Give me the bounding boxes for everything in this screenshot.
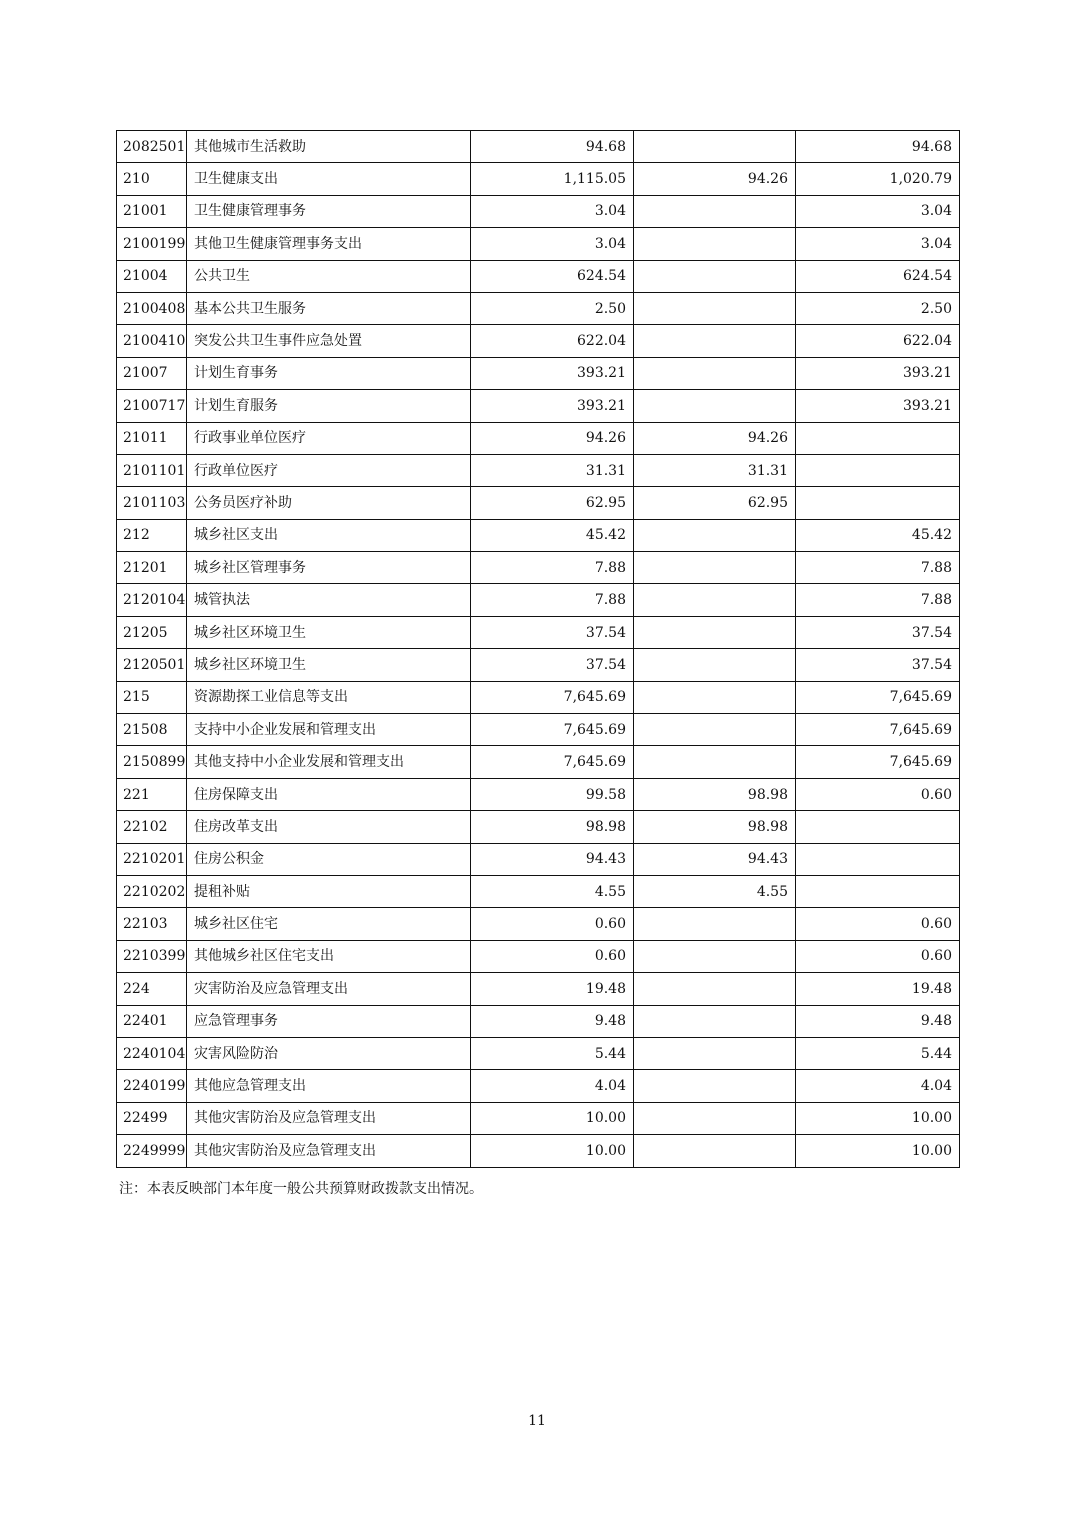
cell-total: 393.21: [471, 357, 634, 389]
cell-basic: 98.98: [634, 778, 796, 810]
cell-name: 公共卫生: [187, 260, 471, 292]
cell-name: 计划生育服务: [187, 390, 471, 422]
cell-basic: [634, 390, 796, 422]
table-row: [117, 714, 960, 746]
cell-name: 其他灾害防治及应急管理支出: [187, 1135, 471, 1167]
table-row: [117, 940, 960, 972]
table-row: [117, 681, 960, 713]
table-row: [117, 746, 960, 778]
cell-basic: [634, 714, 796, 746]
cell-total: 94.26: [471, 422, 634, 454]
table-row: [117, 908, 960, 940]
cell-name: 公务员医疗补助: [187, 487, 471, 519]
cell-basic: [634, 1037, 796, 1069]
cell-basic: [634, 681, 796, 713]
cell-total: 5.44: [471, 1037, 634, 1069]
cell-total: 4.04: [471, 1070, 634, 1102]
cell-basic: [634, 616, 796, 648]
cell-project: 7.88: [796, 584, 960, 616]
cell-project: 7,645.69: [796, 746, 960, 778]
cell-basic: [634, 260, 796, 292]
cell-basic: 4.55: [634, 875, 796, 907]
cell-basic: [634, 1102, 796, 1134]
table-row: [117, 228, 960, 260]
cell-code: 22401: [117, 1005, 187, 1037]
table-row: [117, 811, 960, 843]
cell-name: 城乡社区住宅: [187, 908, 471, 940]
cell-name: 计划生育事务: [187, 357, 471, 389]
cell-code: 21011: [117, 422, 187, 454]
cell-code: 2100199: [117, 228, 187, 260]
cell-name: 基本公共卫生服务: [187, 292, 471, 324]
cell-name: 灾害风险防治: [187, 1037, 471, 1069]
cell-basic: [634, 228, 796, 260]
cell-code: 2100717: [117, 390, 187, 422]
cell-total: 62.95: [471, 487, 634, 519]
cell-name: 行政事业单位医疗: [187, 422, 471, 454]
cell-basic: [634, 552, 796, 584]
cell-name: 其他应急管理支出: [187, 1070, 471, 1102]
cell-code: 21001: [117, 195, 187, 227]
cell-code: 212: [117, 519, 187, 551]
table-footnote: 注：本表反映部门本年度一般公共预算财政拨款支出情况。: [119, 1181, 483, 1197]
cell-code: 2240199: [117, 1070, 187, 1102]
cell-basic: 94.26: [634, 163, 796, 195]
cell-total: 7,645.69: [471, 746, 634, 778]
cell-name: 城乡社区管理事务: [187, 552, 471, 584]
cell-project: 393.21: [796, 390, 960, 422]
cell-code: 2101101: [117, 454, 187, 486]
table-row: [117, 1102, 960, 1134]
cell-code: 21201: [117, 552, 187, 584]
cell-project: 10.00: [796, 1102, 960, 1134]
cell-code: 22103: [117, 908, 187, 940]
cell-basic: [634, 584, 796, 616]
cell-project: 622.04: [796, 325, 960, 357]
cell-name: 支持中小企业发展和管理支出: [187, 714, 471, 746]
cell-project: 4.04: [796, 1070, 960, 1102]
cell-basic: 62.95: [634, 487, 796, 519]
cell-code: 2082501: [117, 131, 187, 163]
table-row: [117, 973, 960, 1005]
table-row: [117, 1005, 960, 1037]
cell-total: 393.21: [471, 390, 634, 422]
cell-name: 卫生健康管理事务: [187, 195, 471, 227]
cell-code: 22499: [117, 1102, 187, 1134]
cell-name: 其他城乡社区住宅支出: [187, 940, 471, 972]
cell-project: 3.04: [796, 228, 960, 260]
cell-total: 19.48: [471, 973, 634, 1005]
cell-project: [796, 454, 960, 486]
cell-total: 99.58: [471, 778, 634, 810]
cell-total: 98.98: [471, 811, 634, 843]
table-row: [117, 390, 960, 422]
cell-total: 2.50: [471, 292, 634, 324]
cell-code: 21007: [117, 357, 187, 389]
cell-total: 0.60: [471, 940, 634, 972]
cell-code: 215: [117, 681, 187, 713]
cell-code: 210: [117, 163, 187, 195]
cell-project: 624.54: [796, 260, 960, 292]
table-row: [117, 778, 960, 810]
cell-total: 9.48: [471, 1005, 634, 1037]
cell-total: 37.54: [471, 616, 634, 648]
cell-total: 7,645.69: [471, 714, 634, 746]
cell-total: 10.00: [471, 1135, 634, 1167]
cell-basic: [634, 519, 796, 551]
cell-name: 其他支持中小企业发展和管理支出: [187, 746, 471, 778]
cell-name: 住房改革支出: [187, 811, 471, 843]
cell-code: 2120104: [117, 584, 187, 616]
cell-code: 21004: [117, 260, 187, 292]
cell-project: 37.54: [796, 649, 960, 681]
budget-table: [116, 130, 960, 1168]
cell-project: 7.88: [796, 552, 960, 584]
cell-project: [796, 811, 960, 843]
cell-basic: [634, 908, 796, 940]
cell-basic: 98.98: [634, 811, 796, 843]
cell-code: 224: [117, 973, 187, 1005]
table-row: [117, 1037, 960, 1069]
cell-total: 3.04: [471, 195, 634, 227]
cell-project: 5.44: [796, 1037, 960, 1069]
table-row: [117, 843, 960, 875]
cell-project: 0.60: [796, 908, 960, 940]
cell-code: 2210201: [117, 843, 187, 875]
table-row: [117, 487, 960, 519]
cell-project: 0.60: [796, 778, 960, 810]
cell-project: 2.50: [796, 292, 960, 324]
cell-code: 21205: [117, 616, 187, 648]
cell-name: 行政单位医疗: [187, 454, 471, 486]
cell-total: 7.88: [471, 552, 634, 584]
cell-basic: [634, 292, 796, 324]
cell-basic: [634, 973, 796, 1005]
cell-name: 住房公积金: [187, 843, 471, 875]
cell-code: 2210202: [117, 875, 187, 907]
cell-project: 9.48: [796, 1005, 960, 1037]
table-row: [117, 260, 960, 292]
cell-total: 45.42: [471, 519, 634, 551]
table-row: [117, 552, 960, 584]
cell-project: 1,020.79: [796, 163, 960, 195]
cell-basic: 94.26: [634, 422, 796, 454]
table-row: [117, 357, 960, 389]
cell-total: 1,115.05: [471, 163, 634, 195]
cell-total: 0.60: [471, 908, 634, 940]
cell-code: 2101103: [117, 487, 187, 519]
cell-basic: [634, 940, 796, 972]
table-row: [117, 584, 960, 616]
cell-name: 城管执法: [187, 584, 471, 616]
cell-code: 22102: [117, 811, 187, 843]
cell-name: 灾害防治及应急管理支出: [187, 973, 471, 1005]
cell-code: 2100410: [117, 325, 187, 357]
cell-basic: 94.43: [634, 843, 796, 875]
table-row: [117, 875, 960, 907]
table-row: [117, 131, 960, 163]
cell-total: 10.00: [471, 1102, 634, 1134]
cell-total: 37.54: [471, 649, 634, 681]
table-row: [117, 163, 960, 195]
cell-total: 622.04: [471, 325, 634, 357]
table-row: [117, 325, 960, 357]
cell-name: 突发公共卫生事件应急处置: [187, 325, 471, 357]
cell-project: 393.21: [796, 357, 960, 389]
cell-basic: [634, 131, 796, 163]
table-row: [117, 1070, 960, 1102]
cell-project: [796, 843, 960, 875]
cell-name: 其他灾害防治及应急管理支出: [187, 1102, 471, 1134]
cell-name: 城乡社区支出: [187, 519, 471, 551]
cell-basic: 31.31: [634, 454, 796, 486]
cell-project: 19.48: [796, 973, 960, 1005]
table-row: [117, 616, 960, 648]
cell-name: 提租补贴: [187, 875, 471, 907]
cell-project: 37.54: [796, 616, 960, 648]
table-row: [117, 649, 960, 681]
cell-total: 94.68: [471, 131, 634, 163]
cell-project: 3.04: [796, 195, 960, 227]
cell-basic: [634, 1070, 796, 1102]
table-row: [117, 195, 960, 227]
table-row: [117, 1135, 960, 1167]
cell-code: 2210399: [117, 940, 187, 972]
cell-project: [796, 875, 960, 907]
cell-name: 资源勘探工业信息等支出: [187, 681, 471, 713]
cell-name: 应急管理事务: [187, 1005, 471, 1037]
cell-name: 其他城市生活救助: [187, 131, 471, 163]
cell-name: 城乡社区环境卫生: [187, 616, 471, 648]
cell-project: 10.00: [796, 1135, 960, 1167]
table-row: [117, 422, 960, 454]
cell-project: 45.42: [796, 519, 960, 551]
cell-project: 94.68: [796, 131, 960, 163]
cell-name: 城乡社区环境卫生: [187, 649, 471, 681]
cell-name: 其他卫生健康管理事务支出: [187, 228, 471, 260]
page-number: 11: [528, 1413, 546, 1429]
cell-code: 2240104: [117, 1037, 187, 1069]
budget-table-body: [117, 131, 960, 1168]
cell-total: 94.43: [471, 843, 634, 875]
cell-code: 21508: [117, 714, 187, 746]
cell-code: 2120501: [117, 649, 187, 681]
cell-basic: [634, 1135, 796, 1167]
cell-code: 2100408: [117, 292, 187, 324]
cell-code: 221: [117, 778, 187, 810]
cell-project: [796, 422, 960, 454]
cell-project: 7,645.69: [796, 714, 960, 746]
cell-basic: [634, 357, 796, 389]
cell-total: 3.04: [471, 228, 634, 260]
cell-basic: [634, 649, 796, 681]
cell-total: 4.55: [471, 875, 634, 907]
cell-basic: [634, 1005, 796, 1037]
cell-project: 0.60: [796, 940, 960, 972]
table-row: [117, 292, 960, 324]
cell-basic: [634, 195, 796, 227]
cell-total: 624.54: [471, 260, 634, 292]
cell-total: 31.31: [471, 454, 634, 486]
cell-code: 2150899: [117, 746, 187, 778]
cell-total: 7.88: [471, 584, 634, 616]
cell-project: [796, 487, 960, 519]
cell-name: 住房保障支出: [187, 778, 471, 810]
cell-code: 2249999: [117, 1135, 187, 1167]
table-row: [117, 519, 960, 551]
cell-basic: [634, 325, 796, 357]
cell-total: 7,645.69: [471, 681, 634, 713]
cell-name: 卫生健康支出: [187, 163, 471, 195]
table-row: [117, 454, 960, 486]
cell-project: 7,645.69: [796, 681, 960, 713]
cell-basic: [634, 746, 796, 778]
